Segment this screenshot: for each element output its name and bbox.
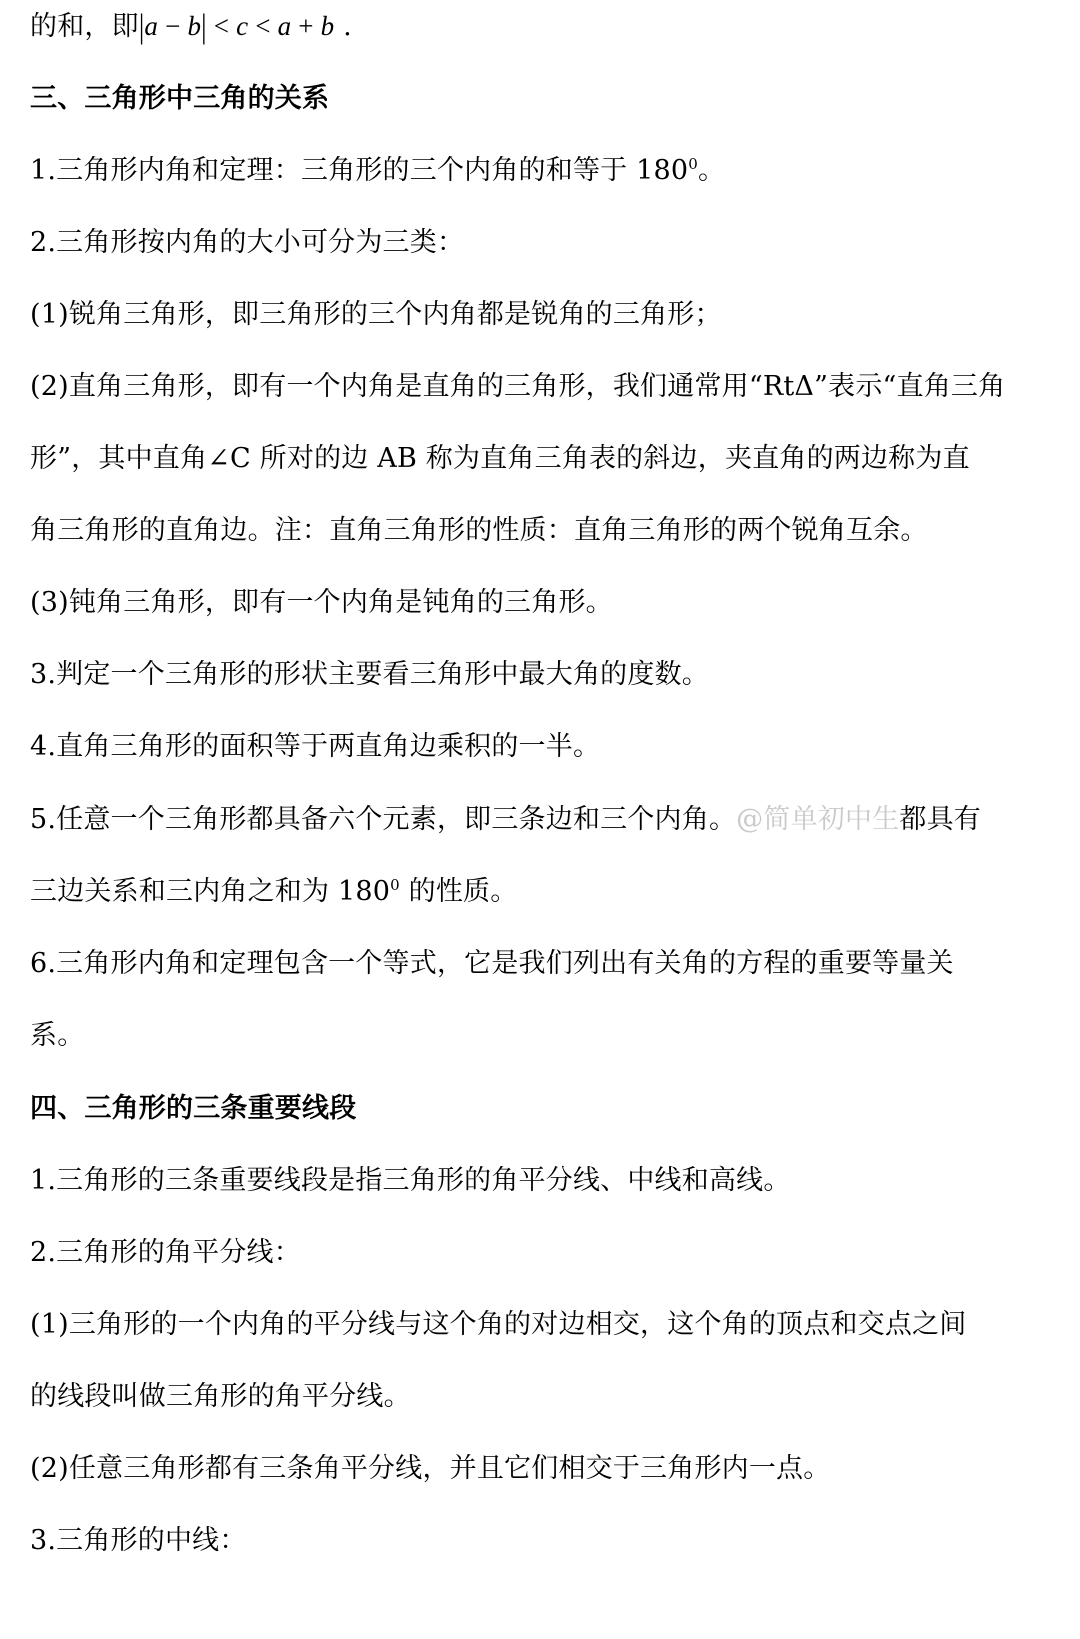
degree-superscript: 0 [688, 155, 699, 173]
math-op: < [248, 11, 278, 41]
text-line-angle-sum-property [30, 875, 1080, 909]
text-line: 6.三角形内角和定理包含一个等式，它是我们列出有关角的方程的重要等量关 [30, 948, 954, 979]
text-fragment: 5.任意一个三角形都具备六个元素，即三条边和三个内角。 [30, 804, 737, 835]
text-fragment: . [334, 11, 352, 42]
text-line: (1)锐角三角形，即三角形的三个内角都是锐角的三角形； [30, 299, 722, 330]
section-heading-4: 四、三角形的三条重要线段 [30, 1093, 357, 1124]
text-fragment: 的和，即 [30, 11, 139, 42]
math-var-a: a [144, 11, 159, 41]
degree-superscript: 0 [390, 876, 400, 894]
text-line: 角三角形的直角边。注：直角三角形的性质：直角三角形的两个锐角互余。 [30, 515, 928, 546]
text-line: 的线段叫做三角形的角平分线。 [30, 1381, 411, 1412]
text-fragment: 的性质。 [399, 876, 518, 907]
math-inequality [138, 7, 335, 45]
math-op: < [206, 11, 237, 41]
math-var-b: b [187, 11, 202, 41]
text-line: 2.三角形的角平分线： [30, 1237, 301, 1268]
text-fragment: 都具有 [899, 804, 981, 835]
text-fragment: 三边关系和三内角之和为 180 [30, 876, 391, 907]
abs-bar-right: | [201, 7, 207, 45]
math-var-b: b [320, 11, 335, 41]
text-line: 形”，其中直角∠C 所对的边 AB 称为直角三角表的斜边，夹直角的两边称为直 [30, 443, 970, 474]
text-line: 1.三角形的三条重要线段是指三角形的角平分线、中线和高线。 [30, 1165, 791, 1196]
text-line: 系。 [30, 1020, 85, 1051]
text-line-angle-sum-theorem [30, 154, 1080, 188]
text-line-six-elements [30, 803, 1080, 837]
text-line: (2)任意三角形都有三条角平分线，并且它们相交于三角形内一点。 [30, 1453, 831, 1484]
text-line-abs-inequality [30, 9, 1080, 44]
math-var-a: a [277, 11, 292, 41]
text-line: (3)钝角三角形，即有一个内角是钝角的三角形。 [30, 587, 613, 618]
section-heading-3: 三、三角形中三角的关系 [30, 83, 330, 114]
text-fragment: 。 [698, 155, 726, 186]
text-line: 3.三角形的中线： [30, 1525, 247, 1556]
text-line: 2.三角形按内角的大小可分为三类： [30, 227, 465, 258]
text-line: (1)三角形的一个内角的平分线与这个角的对边相交，这个角的顶点和交点之间 [30, 1309, 967, 1340]
math-op: + [291, 11, 321, 41]
text-line: 4.直角三角形的面积等于两直角边乘积的一半。 [30, 731, 601, 762]
math-op: − [158, 11, 188, 41]
abs-bar-left: | [138, 7, 145, 45]
math-var-c: c [236, 11, 249, 41]
text-line: (2)直角三角形，即有一个内角是直角的三角形，我们通常用“RtΔ”表示“直角三角 [30, 371, 1006, 402]
watermark-text: @简单初中生 [736, 804, 900, 835]
text-line: 3.判定一个三角形的形状主要看三角形中最大角的度数。 [30, 659, 709, 690]
text-fragment: 1.三角形内角和定理：三角形的三个内角的和等于 180 [30, 155, 689, 186]
